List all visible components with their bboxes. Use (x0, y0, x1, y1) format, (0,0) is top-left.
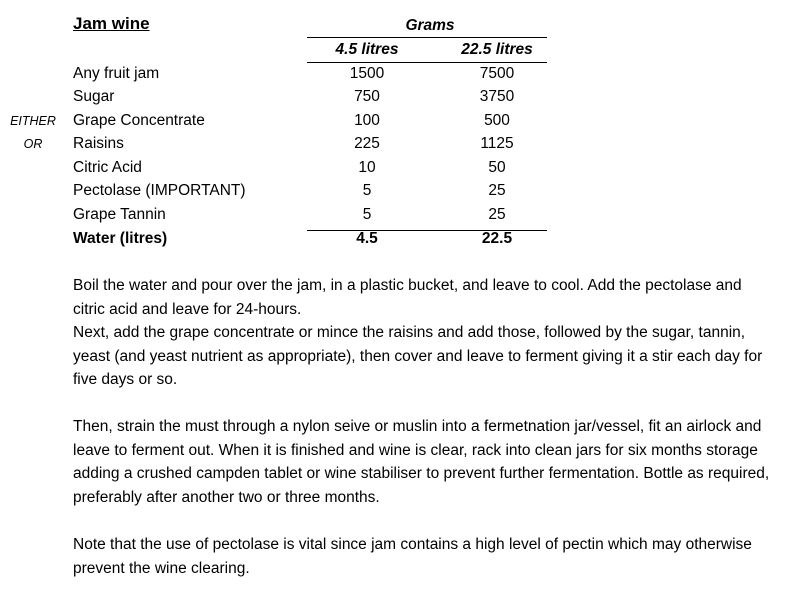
table-row (0, 87, 787, 110)
amount-large: 22.5 (481, 230, 513, 247)
table-rule-top (307, 37, 547, 38)
amount-small: 100 (354, 112, 380, 129)
ingredient-name: Water (litres) (73, 230, 168, 247)
amount-large: 25 (488, 182, 506, 199)
table-row (0, 158, 787, 181)
column-header-small-batch: 4.5 litres (335, 41, 399, 58)
ingredient-name: Sugar (73, 88, 115, 105)
amount-large: 50 (488, 159, 506, 176)
row-side-note: OR (23, 137, 43, 151)
amount-small: 5 (362, 206, 372, 223)
amount-large: 25 (488, 206, 506, 223)
amount-small: 225 (354, 135, 380, 152)
amount-small: 4.5 (356, 230, 378, 247)
ingredient-name: Raisins (73, 135, 124, 152)
amount-small: 1500 (349, 65, 385, 82)
amount-large: 7500 (479, 65, 515, 82)
method-paragraph-boil: Boil the water and pour over the jam, in a plastic bucket, and leave to cool. Add the pectolase and citric acid and leave for 24-hours. (73, 277, 742, 318)
table-row (0, 111, 787, 134)
amount-small: 10 (358, 159, 376, 176)
method-paragraph-ferment: Next, add the grape concentrate or mince the raisins and add those, followed by the sugar, tannin, yeast (and yeast nutrient as appropriate), then cover and leave to ferment giving it a stir each day for five days or so. (73, 324, 763, 388)
table-row (0, 64, 787, 87)
amount-small: 750 (354, 88, 380, 105)
amount-large: 1125 (480, 135, 514, 152)
ingredient-name: Grape Concentrate (73, 112, 205, 129)
amount-large: 500 (484, 112, 510, 129)
table-row-total (0, 229, 787, 252)
method-paragraph-note: Note that the use of pectolase is vital since jam contains a high level of pectin which may otherwise prevent the wine clearing. (73, 536, 752, 577)
table-row (0, 134, 787, 157)
ingredient-name: Pectolase (IMPORTANT) (73, 182, 246, 199)
ingredient-name: Any fruit jam (73, 65, 160, 82)
table-rule-header (307, 62, 547, 63)
column-header-large-batch: 22.5 litres (461, 41, 533, 58)
table-row (0, 205, 787, 228)
amount-small: 5 (362, 182, 372, 199)
method-paragraph-strain: Then, strain the must through a nylon seive or muslin into a fermetnation jar/vessel, fit an airlock and leave to ferment out. When it is finished and wine is clear, rack into clean jars for six months storage adding a crushed campden tablet or wine stabiliser to prevent further fermentation. Bottle as required, preferably after another two or three months. (73, 418, 770, 506)
recipe-title: Jam wine (73, 14, 150, 33)
ingredient-name: Citric Acid (73, 159, 142, 176)
row-side-note: EITHER (10, 114, 56, 128)
ingredient-name: Grape Tannin (73, 206, 166, 223)
amount-large: 3750 (479, 88, 515, 105)
units-header: Grams (405, 17, 455, 34)
table-row (0, 181, 787, 204)
